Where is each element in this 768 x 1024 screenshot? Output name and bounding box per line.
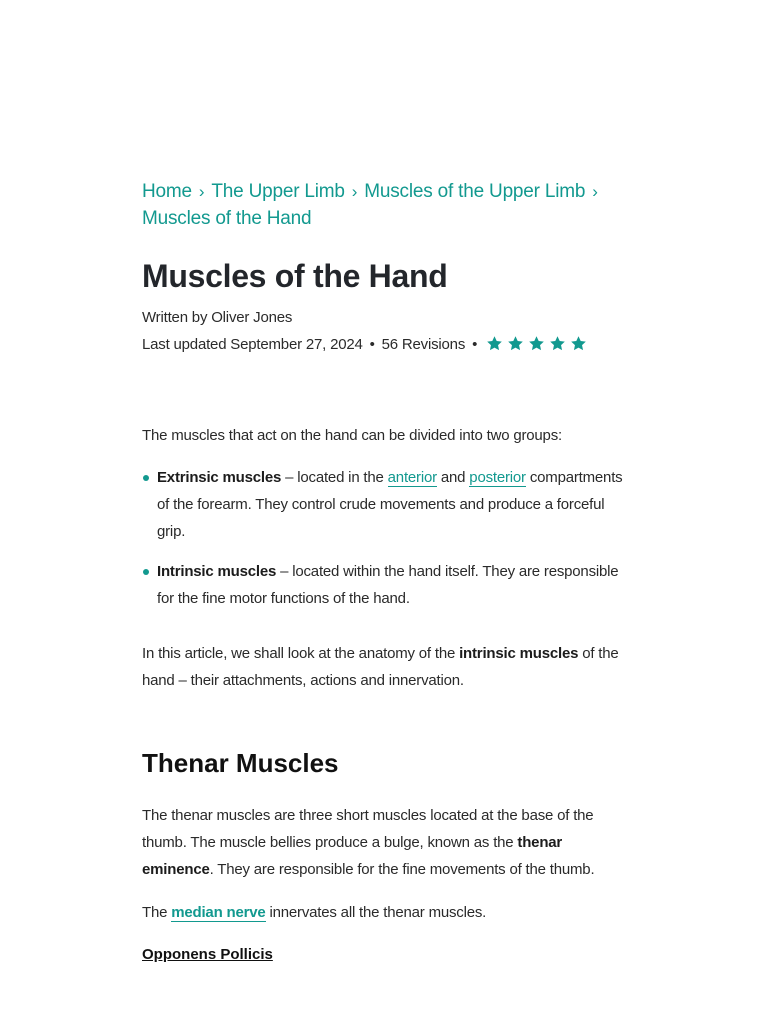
thenar-paragraph-1 (142, 802, 628, 883)
anterior-link[interactable]: anterior (387, 469, 437, 486)
star-icon[interactable] (549, 335, 566, 352)
chevron-right-icon: › (351, 182, 358, 201)
breadcrumb-home[interactable]: Home (142, 181, 192, 202)
thenar-p2-post: innervates all the thenar muscles. (265, 904, 487, 921)
intro-paragraph: The muscles that act on the hand can be divided into two groups: (142, 427, 562, 444)
thenar-eminence-term: thenar eminence (142, 834, 563, 878)
thenar-paragraph-2 (142, 899, 628, 926)
last-updated: Last updated September 27, 2024 (142, 336, 363, 353)
breadcrumb (142, 178, 628, 232)
star-icon[interactable] (570, 335, 587, 352)
chevron-right-icon: › (198, 182, 205, 201)
extrinsic-text-pre: – located in the (281, 469, 388, 486)
muscle-groups-list (142, 464, 628, 612)
extrinsic-text-mid: and (436, 469, 470, 486)
update-line (142, 331, 628, 361)
star-icon[interactable] (507, 335, 524, 352)
intrinsic-text-post: – located within the hand itself. They are responsible for the fine motor functions of the hand. (157, 563, 619, 607)
breadcrumb-muscles-upper-limb[interactable]: Muscles of the Upper Limb (364, 181, 586, 202)
revisions-link[interactable]: 56 Revisions (381, 336, 466, 353)
bullet-icon (143, 475, 149, 481)
author-line: Written by Oliver Jones (142, 309, 293, 326)
thenar-heading: Thenar Muscles (142, 748, 339, 778)
star-icon[interactable] (528, 335, 545, 352)
thenar-p2-pre: The (142, 904, 172, 921)
thenar-p1-pre: The thenar muscles are three short muscles located at the base of the thumb. The muscle bellies produce a bulge, known as the (142, 807, 594, 851)
article-intro-post: of the hand – their attachments, actions and innervation. (142, 645, 619, 689)
meta-separator: • (472, 336, 478, 353)
thenar-p1-post: . They are responsible for the fine movements of the thumb. (209, 861, 595, 878)
article-intro-bold: intrinsic muscles (459, 645, 579, 662)
posterior-link[interactable]: posterior (469, 469, 526, 486)
chevron-right-icon: › (592, 182, 598, 201)
intrinsic-term: Intrinsic muscles (157, 563, 277, 580)
list-item (142, 558, 628, 612)
breadcrumb-upper-limb[interactable]: The Upper Limb (211, 181, 345, 202)
list-item (142, 464, 628, 545)
breadcrumb-muscles-hand[interactable]: Muscles of the Hand (142, 208, 312, 229)
extrinsic-text-post: compartments of the forearm. They control crude movements and produce a forceful grip. (157, 469, 623, 540)
extrinsic-term: Extrinsic muscles (157, 469, 282, 486)
page-title: Muscles of the Hand (142, 258, 448, 294)
bullet-icon (143, 569, 149, 575)
median-nerve-link[interactable]: median nerve (171, 904, 266, 921)
article-intro-pre: In this article, we shall look at the anatomy of the (142, 645, 460, 662)
star-icon[interactable] (486, 335, 503, 352)
article-intro-paragraph (142, 640, 628, 694)
article-content (142, 178, 628, 968)
star-rating (486, 334, 591, 361)
meta-separator: • (369, 336, 375, 353)
opponens-pollicis-heading[interactable]: Opponens Pollicis (142, 946, 273, 963)
